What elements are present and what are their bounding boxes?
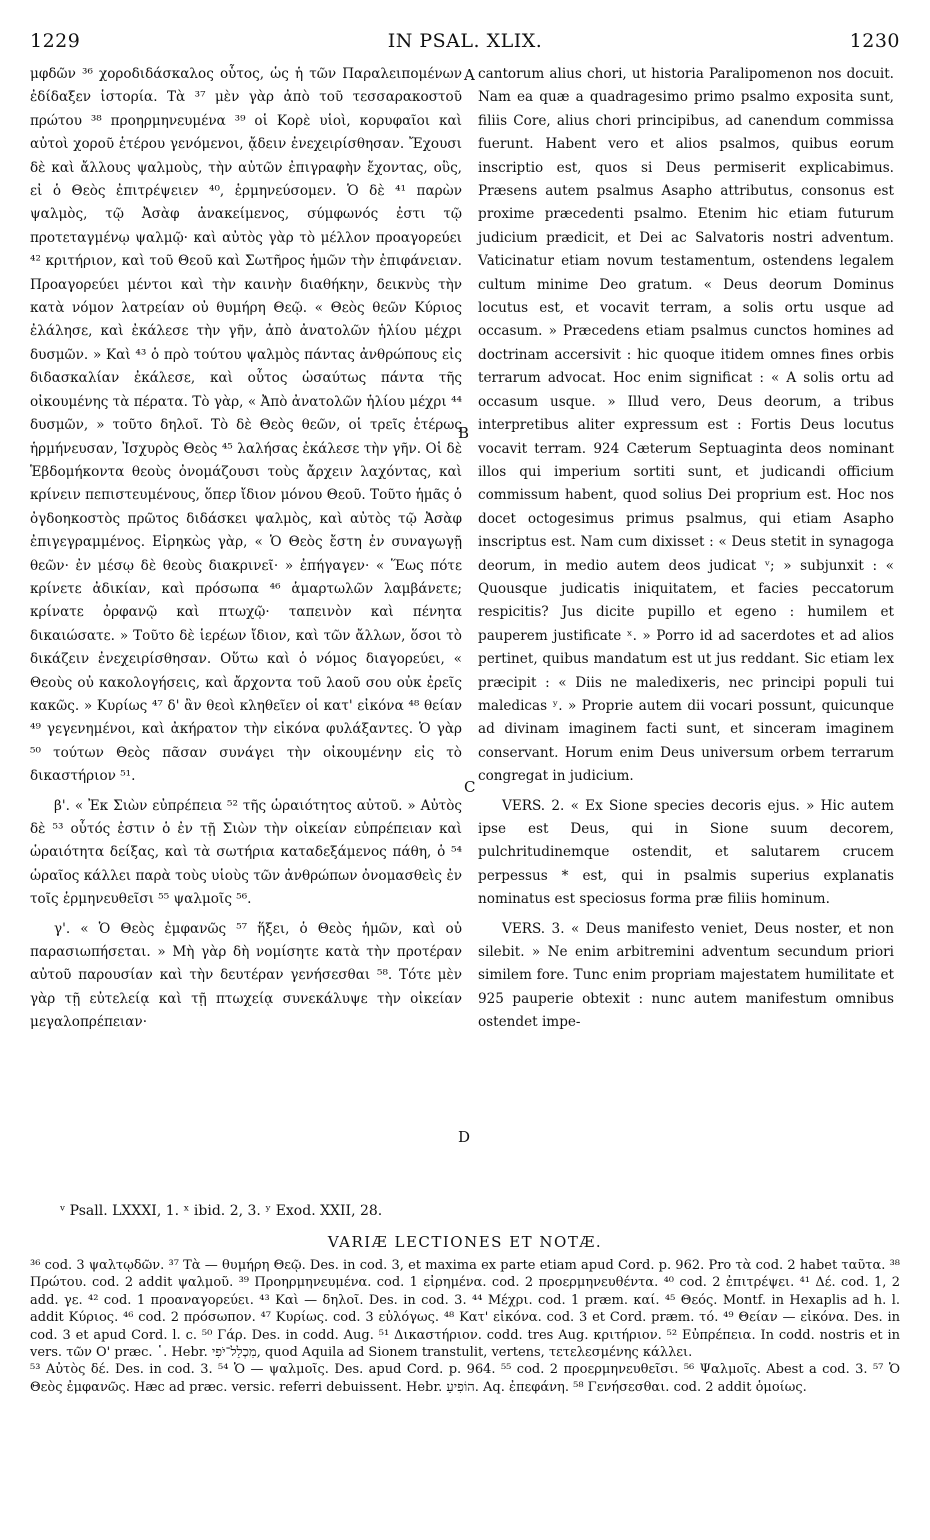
greek-paragraph-1: μφδῶν ³⁶ χοροδιδάσκαλος οὗτος, ὡς ἡ τῶν Παραλειπομένων ἐδίδαξεν ἱστορία. Τὰ ³⁷ μὲν γὰρ ἀπὸ τοῦ τεσσαρακοστοῦ πρώτου ³⁸ προηρμηνευμένα ³⁹ οἱ Κορὲ υἱοὶ, κορυφαῖοι καὶ αὐτοὶ χοροῦ ἑτέρου γενόμενοι, ᾄδειν ἐνεχειρίσθησαν. Ἔχουσι δὲ καὶ ἄλλους ψαλμοὺς, τὴν αὐτῶν ἐπιγραφὴν ἔχοντας, οὓς, εἰ ὁ Θεὸς ἐπιτρέψειεν ⁴⁰, ἑρμηνεύσομεν. Ὁ δὲ ⁴¹ παρὼν ψαλμὸς, τῷ Ἀσὰφ ἀνακείμενος, σύμφωνός ἐστι τῷ προτεταγμένῳ ψαλμῷ· καὶ αὐτὸς γὰρ τὸ μέλλον προαγορεύει ⁴² κριτήριον, καὶ τοῦ Θεοῦ καὶ Σωτῆρος ἡμῶν τὴν ἐπιφάνειαν. Προαγορεύει μέντοι καὶ τὴν καινὴν διαθήκην, δεικνὺς τὴν κατὰ νόμον λατρείαν οὐ θυμήρη Θεῷ. « Θεὸς θεῶν Κύριος ἐλάλησε, καὶ ἐκάλεσε τὴν γῆν, ἀπὸ ἀνατολῶν ἡλίου μέχρι δυσμῶν. » Καὶ ⁴³ ὁ πρὸ τούτου ψαλμὸς πάντας ἀνθρώπους εἰς διδασκαλίαν ἐκάλεσε, καὶ οὗτος ὡσαύτως πάντα τῆς οἰκουμένης τὰ πέρατα. Τὸ γὰρ, « Ἀπὸ ἀνατολῶν ἡλίου μέχρι ⁴⁴ δυσμῶν, » τοῦτο δηλοῖ. Τὸ δὲ Θεὸς θεῶν, οἱ τρεῖς ἑτέρως ἡρμήνευσαν, Ἰσχυρὸς Θεὸς ⁴⁵ λαλήσας ἐκάλεσε τὴν γῆν. Οἱ δὲ Ἑβδομήκοντα θεοὺς ὀνομάζουσι τοὺς ἄρχειν λαχόντας, καὶ κρίνειν πεπιστευμένους, ὅπερ ἴδιον μόνου Θεοῦ. Τοῦτο ἡμᾶς ὁ ὀγδοηκοστὸς πρῶτος διδάσκει ψαλμὸς, καὶ αὐτὸς τῷ Ἀσὰφ ἐπιγεγραμμένος. Εἰρηκὼς γὰρ, « Ὁ Θεὸς ἔστη ἐν συναγωγῇ θεῶν· ἐν μέσῳ δὲ θεοὺς διακρινεῖ· » ἐπήγαγεν· « Ἕως πότε κρίνετε ἀδικίαν, καὶ πρόσωπα ⁴⁶ ἁμαρτωλῶν λαμβάνετε; κρίνατε ὀρφανῷ καὶ πτωχῷ· ταπεινὸν καὶ πένητα δικαιώσατε. » Τοῦτο δὲ ἱερέων ἴδιον, καὶ τῶν ἄλλων, ὅσοι τὸ δικάζειν ἐνεχειρίσθησαν. Οὕτω καὶ ὁ νόμος διαγορεύει, « Θεοὺς οὐ κακολογήσεις, καὶ ἄρχοντα τοῦ λαοῦ σου οὐκ ἐρεῖς κακῶς. » Κυρίως ⁴⁷ δ' ἂν θεοὶ κληθεῖεν οἱ κατ' εἰκόνα ⁴⁸ θείαν ⁴⁹ γεγενημένοι, καὶ ἀκήρατον τὴν εἰκόνα φυλάξαντες. Ὁ γὰρ ⁵⁰ τούτων Θεὸς πᾶσαν συνάγει τὴν οἰκουμένην εἰς τὸ δικαστήριον ⁵¹. (30, 66, 462, 785)
greek-column (30, 63, 462, 1035)
margin-letter-a: A (464, 66, 475, 84)
right-page-number: 1230 (849, 30, 900, 52)
variae-lectiones-title: VARIÆ LECTIONES ET NOTÆ. (327, 1233, 603, 1251)
variae-lectiones (30, 1257, 900, 1396)
latin-paragraph-2: VERS. 2. « Ex Sione species decoris ejus. » Hic autem ipse est Deus, qui in Sione suum decorem, pulchritudinemque ostendit, et salutarem crucem perpessus * est, qui in psalmis superius explanatis nominatus est speciosus forma præ filiis hominum. (478, 797, 894, 908)
margin-letter-c: C (464, 778, 476, 796)
left-page-number: 1229 (30, 30, 81, 52)
page-header (30, 30, 900, 56)
variae-note-block-1: ³⁶ cod. 3 ψαλτῳδῶν. ³⁷ Τὰ — θυμήρη Θεῷ. Des. in cod. 3, et maxima ex parte etiam apud Cord. p. 962. Pro τὰ cod. 2 habet ταῦτα. ³⁸ Πρώτου. cod. 2 addit ψαλμοῦ. ³⁹ Προηρμηνευμένα. cod. 1 εἰρημένα. cod. 2 προερμηνευθέντα. ⁴⁰ cod. 2 ἐπιτρέψει. ⁴¹ Δέ. cod. 1, 2 add. γε. ⁴² cod. 1 προαναγορεύει. ⁴³ Καὶ — δηλοῖ. Des. in cod. 3. ⁴⁴ Μέχρι. cod. 1 præm. καί. ⁴⁵ Θεός. Montf. in Hexaplis ad h. l. addit Κύριος. ⁴⁶ cod. 2 πρόσωπον. ⁴⁷ Κυρίως. cod. 3 εὐλόγως. ⁴⁸ Κατ' εἰκόνα. cod. 3 et Cord. præm. τό. ⁴⁹ Θείαν — εἰκόνα. Des. in cod. 3 et apud Cord. l. c. ⁵⁰ Γάρ. Des. in codd. Aug. ⁵¹ Δικαστήριον. codd. tres Aug. κριτήριον. ⁵² Εὐπρέπεια. In codd. nostris et in vers. τῶν Ο' præc. ῾. Hebr. מִכְלַל־יֹפִי, quod Aquila ad Sionem transtulit, vertens, τετελεσμένης κάλλει. (30, 1258, 900, 1361)
latin-paragraph-3: VERS. 3. « Deus manifesto veniet, Deus noster, et non silebit. » Ne enim arbitremini adventum secundum priori similem fore. Tunc enim propriam majestatem humilitate et 925 pauperie obtexit : nunc autem manifestum omnibus ostendet impe- (478, 920, 894, 1031)
running-title: IN PSAL. XLIX. (387, 30, 543, 52)
latin-paragraph-1: cantorum alius chori, ut historia Paralipomenon nos docuit. Nam ea quæ a quadragesimo primo psalmo exposita sunt, filiis Core, alius chori principibus, ad canendum commissa fuerunt. Habent vero et alios psalmos, quibus eorum inscriptio est, quos si Deus permiserit explicabimus. Præsens autem psalmus Asapho attributus, consonus est proxime præcedenti psalmo. Etenim hic etiam futurum judicium prædicit, et Dei ac Salvatoris nostri adventum. Vaticinatur etiam novum testamentum, ostendens legalem cultum minime Deo gratum. « Deus deorum Dominus locutus est, et vocavit terram, a solis ortu usque ad occasum. » Præcedens etiam psalmus cunctos homines ad doctrinam accersivit : hic quoque itidem omnes fines orbis terrarum advocat. Hoc enim significat : « A solis ortu ad occasum usque. » Illud vero, Deus deorum, a tribus interpretibus aliter expressum est : Fortis Deus locutus vocavit terram. 924 Cæterum Septuaginta deos nominant illos qui imperium sortiti sunt, et judicandi officium commissum habent, quod solius Dei proprium est. Hoc nos docet octogesimus primus psalmus, qui etiam Asapho inscriptus est. Nam cum dixisset : « Deus stetit in synagoga deorum, in medio autem deos judicat ᵛ; » subjunxit : « Quousque judicatis iniquitatem, et facies peccatorum respicitis? Jus dicite pupillo et egeno : humilem et pauperem justificate ˣ. » Porro id ad sacerdotes et ad alios pertinet, quibus mandatum est ut jus reddant. Sic etiam lex præcipit : « Diis ne maledixeris, nec principi populi tui maledicas ʸ. » Proprie autem dii vocari possunt, quicunque ad divinam imaginem facti sunt, et sinceram imaginem conservant. Horum enim Deus universum orbem terrarum congregat in judicium. (478, 66, 894, 785)
variae-note-block-2: ⁵³ Αὐτὸς δέ. Des. in cod. 3. ⁵⁴ Ὁ — ψαλμοῖς. Des. apud Cord. p. 964. ⁵⁵ cod. 2 προερμηνευθεῖσι. ⁵⁶ Ψαλμοῖς. Abest a cod. 3. ⁵⁷ Ὁ Θεὸς ἐμφανῶς. Hæc ad præc. versic. referri debuissent. Hebr. הוֹפִיעַ. Aq. ἐπεφάνη. ⁵⁸ Γενήσεσθαι. cod. 2 addit ὁμοίως. (30, 1362, 900, 1395)
greek-paragraph-2: β'. « Ἐκ Σιὼν εὐπρέπεια ⁵² τῆς ὡραιότητος αὐτοῦ. » Αὐτὸς δὲ ⁵³ οὗτός ἐστιν ὁ ἐν τῇ Σιὼν τὴν οἰκείαν εὐπρέπειαν καὶ ὡραιότητα δείξας, καὶ τὰ σωτήρια καταδεξάμενος πάθη, ὁ ⁵⁴ ὡραῖος κάλλει παρὰ τοὺς υἱοὺς τῶν ἀνθρώπων ὀνομασθεὶς ἐν τοῖς ἑρμηνευθεῖσι ⁵⁵ ψαλμοῖς ⁵⁶. (30, 797, 462, 908)
scripture-references: ᵛ Psall. LXXXI, 1. ˣ ibid. 2, 3. ʸ Exod. XXII, 28. (60, 1203, 383, 1219)
margin-letter-d: D (458, 1128, 471, 1146)
latin-column (478, 63, 894, 1035)
margin-letter-b: B (458, 424, 470, 442)
greek-paragraph-3: γ'. « Ὁ Θεὸς ἐμφανῶς ⁵⁷ ἥξει, ὁ Θεὸς ἡμῶν, καὶ οὐ παρασιωπήσεται. » Μὴ γὰρ δὴ νομίσητε κατὰ τὴν προτέραν αὐτοῦ παρουσίαν καὶ τὴν δευτέραν γενήσεσθαι ⁵⁸. Τότε μὲν γὰρ τῇ εὐτελείᾳ καὶ τῇ πτωχείᾳ συνεκάλυψε τὴν οἰκείαν μεγαλοπρέπειαν· (30, 920, 462, 1031)
